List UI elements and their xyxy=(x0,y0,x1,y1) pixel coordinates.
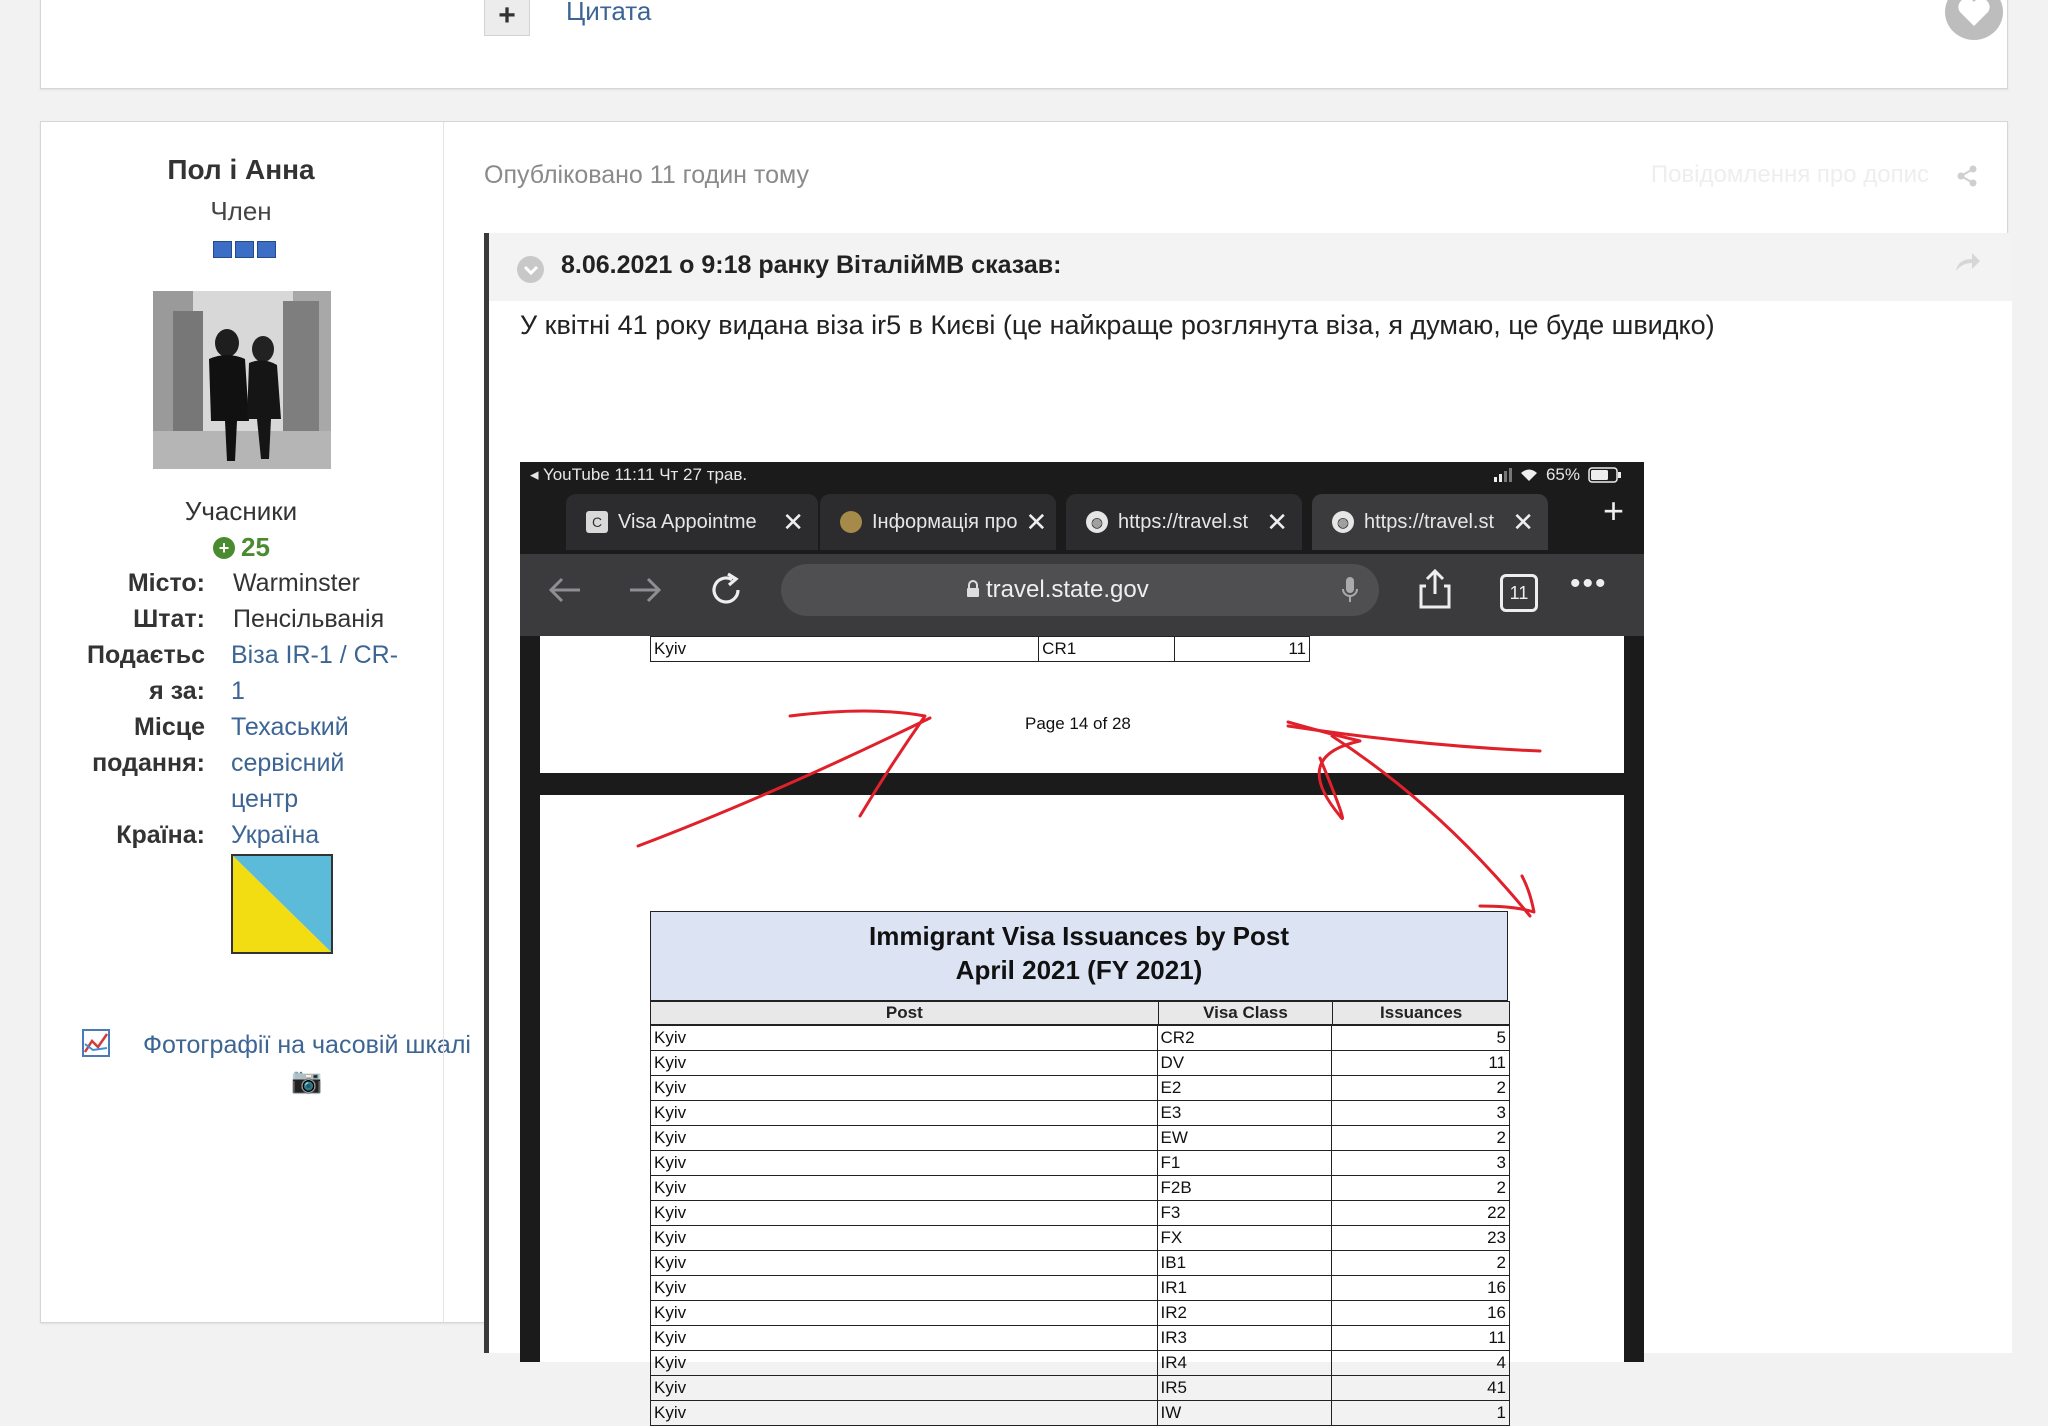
cell-visa-class: IW xyxy=(1157,1401,1331,1426)
issuances-table xyxy=(650,1025,1510,1426)
cell-issuances: 1 xyxy=(1331,1401,1509,1426)
quote-text: У квітні 41 року видана віза ir5 в Києві (це найкраще розглянута віза, я думаю, це буде швидко) xyxy=(520,310,1715,340)
cell-visa-class: E3 xyxy=(1157,1101,1331,1126)
field-label-service-center: Місце подання: xyxy=(92,713,205,777)
cell-issuances: 2 xyxy=(1331,1076,1509,1101)
reputation-count: 25 xyxy=(241,532,270,562)
cell-post: Kyiv xyxy=(651,1251,1158,1276)
tab-count-button[interactable]: 11 xyxy=(1500,574,1538,612)
cell-visa-class: DV xyxy=(1157,1051,1331,1076)
cell-post: Kyiv xyxy=(651,1401,1158,1426)
table-row xyxy=(651,1276,1510,1301)
cell-post: Kyiv xyxy=(651,1276,1158,1301)
table-row xyxy=(651,1176,1510,1201)
cell-issuances: 2 xyxy=(1331,1251,1509,1276)
pdf-document-view xyxy=(540,636,1624,1422)
table-row xyxy=(651,1126,1510,1151)
jump-to-quote-icon[interactable] xyxy=(1954,251,1982,275)
timeline-photos-link[interactable]: Фотографії на часовій шкалі📷 xyxy=(143,1031,471,1095)
report-post-link[interactable]: Повідомлення про допис xyxy=(1650,161,1929,188)
chevron-down-icon[interactable] xyxy=(517,256,544,283)
cell-issuances: 16 xyxy=(1331,1301,1509,1326)
cell-post: Kyiv xyxy=(651,1101,1158,1126)
cell-visa-class: IR5 xyxy=(1157,1376,1331,1401)
issuances-table-header xyxy=(650,1001,1510,1025)
cell-visa-class: IR1 xyxy=(1157,1276,1331,1301)
table-row xyxy=(651,1251,1510,1276)
cell-visa-class: F2B xyxy=(1157,1176,1331,1201)
member-group: Учасники xyxy=(184,496,298,526)
column-header-issuances: Issuances xyxy=(1333,1002,1510,1025)
cell-visa-class: F1 xyxy=(1157,1151,1331,1176)
timeline-chart-icon xyxy=(81,1028,111,1058)
field-value-state: Пенсільванія xyxy=(233,605,385,633)
browser-tab-strip xyxy=(520,488,1644,554)
rank-pips-icon xyxy=(213,241,276,258)
cell-post: Kyiv xyxy=(651,1326,1158,1351)
new-tab-plus-icon[interactable]: + xyxy=(1602,490,1624,531)
field-label-city: Місто: xyxy=(127,569,205,597)
browser-tab-2[interactable]: Інформація про ✕ xyxy=(820,494,1056,550)
lock-icon xyxy=(966,580,980,598)
field-label-state: Штат: xyxy=(133,605,205,633)
previous-page-table xyxy=(650,636,1310,662)
page-number: Page 14 of 28 xyxy=(1025,714,1131,733)
cell-post: Kyiv xyxy=(651,1076,1158,1101)
author-panel xyxy=(41,122,471,1322)
ios-status-bar xyxy=(520,462,1644,488)
cell-visa-class: F3 xyxy=(1157,1201,1331,1226)
author-name[interactable]: Пол і Анна xyxy=(167,154,315,185)
table-row: Kyiv CR1 11 xyxy=(651,637,1310,662)
cell-post: Kyiv xyxy=(651,1026,1158,1051)
quote-button[interactable]: Цитата xyxy=(566,0,652,26)
cell-post: Kyiv xyxy=(651,1376,1158,1401)
cell-post: Kyiv xyxy=(651,1176,1158,1201)
table-row xyxy=(651,1201,1510,1226)
previous-post-card xyxy=(40,0,2008,89)
cell-visa-class: FX xyxy=(1157,1226,1331,1251)
table-row xyxy=(651,1101,1510,1126)
cell-issuances: 16 xyxy=(1331,1276,1509,1301)
close-icon[interactable]: ✕ xyxy=(1025,506,1048,537)
issuances-table-title: Immigrant Visa Issuances by Post April 2021 (FY 2021) xyxy=(650,911,1508,1001)
avatar[interactable] xyxy=(153,291,331,469)
field-value-service-center[interactable]: Техаський сервісний центр xyxy=(231,713,349,813)
seal-icon xyxy=(840,511,862,533)
wifi-icon xyxy=(1520,468,1538,482)
field-value-city: Warminster xyxy=(233,569,360,597)
url-text: travel.state.gov xyxy=(986,576,1149,603)
plus-circle-icon: + xyxy=(213,537,235,559)
table-row xyxy=(651,1076,1510,1101)
battery-icon xyxy=(1588,467,1622,483)
cell-post: Kyiv xyxy=(651,1351,1158,1376)
cell-issuances: 5 xyxy=(1331,1026,1509,1051)
cell-post: Kyiv xyxy=(651,1126,1158,1151)
table-row xyxy=(651,1026,1510,1051)
column-header-post: Post xyxy=(651,1002,1159,1025)
author-title: Член xyxy=(210,196,272,226)
cell-issuances: 23 xyxy=(1331,1226,1509,1251)
cell-issuances: 41 xyxy=(1331,1376,1509,1401)
table-row xyxy=(651,1351,1510,1376)
table-row xyxy=(651,1226,1510,1251)
close-icon[interactable]: ✕ xyxy=(1266,506,1288,537)
status-left-text: ◂ YouTube 11:11 Чт 27 трав. xyxy=(530,465,748,484)
attached-screenshot-image[interactable] xyxy=(520,462,1644,1422)
cell-issuances: 2 xyxy=(1331,1176,1509,1201)
cell-post: Kyiv xyxy=(651,1301,1158,1326)
url-bar[interactable] xyxy=(781,564,1379,616)
close-icon[interactable]: ✕ xyxy=(1512,506,1534,537)
cell-post: Kyiv xyxy=(651,1226,1158,1251)
close-icon[interactable]: ✕ xyxy=(782,506,804,537)
back-arrow-icon[interactable] xyxy=(546,576,584,604)
post-content xyxy=(443,122,2007,1422)
cell-issuances: 4 xyxy=(1331,1351,1509,1376)
globe-icon: ◍ xyxy=(1086,511,1108,533)
browser-tab-3[interactable]: ◍ https://travel.st ✕ xyxy=(1066,494,1302,550)
cell-visa-class: IR4 xyxy=(1157,1351,1331,1376)
share-upload-icon[interactable] xyxy=(1418,568,1452,610)
post-date[interactable]: Опубліковано 11 годин тому xyxy=(484,161,809,189)
field-value-filing[interactable]: Віза IR-1 / CR- 1 xyxy=(231,641,399,705)
cell-post: Kyiv xyxy=(651,1151,1158,1176)
cell-issuances: 11 xyxy=(1331,1051,1509,1076)
table-row xyxy=(651,1326,1510,1351)
cell-issuances: 3 xyxy=(1331,1151,1509,1176)
signal-icon xyxy=(1494,468,1512,482)
globe-icon: ◍ xyxy=(1332,511,1354,533)
table-row xyxy=(651,1051,1510,1076)
cell-post: Kyiv xyxy=(651,1051,1158,1076)
cell-visa-class: IB1 xyxy=(1157,1251,1331,1276)
forward-arrow-icon[interactable] xyxy=(626,576,664,604)
cell-post: Kyiv xyxy=(651,1201,1158,1226)
multiquote-add-button[interactable]: + xyxy=(484,0,530,36)
quote-header xyxy=(489,233,2012,301)
page-separator xyxy=(520,773,1644,795)
cell-issuances: 3 xyxy=(1331,1101,1509,1126)
battery-percent: 65% xyxy=(1545,465,1580,484)
browser-tab-4-active[interactable]: ◍ https://travel.st ✕ xyxy=(1312,494,1548,550)
table-row xyxy=(651,1401,1510,1426)
blockquote xyxy=(484,233,2012,1422)
cell-issuances: 2 xyxy=(1331,1126,1509,1151)
field-label-filing: Подаєтьс я за: xyxy=(86,641,205,705)
table-row xyxy=(651,1376,1510,1401)
cell-visa-class: E2 xyxy=(1157,1076,1331,1101)
cell-issuances: 11 xyxy=(1331,1326,1509,1351)
column-header-visa-class: Visa Class xyxy=(1158,1002,1333,1025)
reputation-badge xyxy=(213,532,270,563)
cell-visa-class: CR2 xyxy=(1157,1026,1331,1051)
ukraine-flag-icon xyxy=(231,854,333,954)
field-label-country: Країна: xyxy=(116,821,205,849)
reload-icon[interactable] xyxy=(708,572,744,608)
table-row xyxy=(651,1151,1510,1176)
cell-issuances: 22 xyxy=(1331,1201,1509,1226)
browser-tab-1[interactable]: C Visa Appointme ✕ xyxy=(566,494,818,550)
cell-visa-class: IR3 xyxy=(1157,1326,1331,1351)
like-heart-icon[interactable] xyxy=(1945,0,2003,40)
table-row xyxy=(651,1301,1510,1326)
microphone-icon[interactable] xyxy=(1341,576,1359,604)
field-value-country[interactable]: Україна xyxy=(231,821,320,849)
share-icon[interactable] xyxy=(1955,164,1979,188)
cell-visa-class: EW xyxy=(1157,1126,1331,1151)
doc-icon: C xyxy=(586,511,608,533)
more-menu-icon[interactable]: ••• xyxy=(1570,567,1608,600)
quote-citation: 8.06.2021 о 9:18 ранку ВіталійMB сказав: xyxy=(561,251,1062,279)
post-card xyxy=(40,121,2008,1422)
cell-visa-class: IR2 xyxy=(1157,1301,1331,1326)
